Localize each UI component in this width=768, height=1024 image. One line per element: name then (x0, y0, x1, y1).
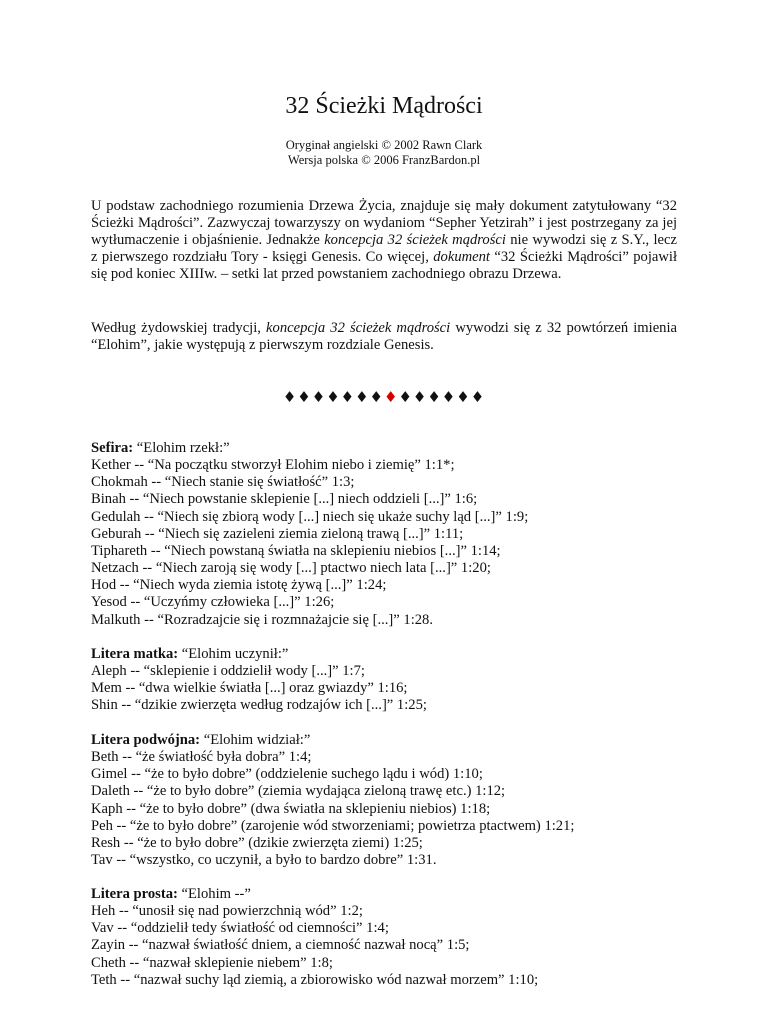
intro-p1-text-a: U podstaw zachodniego rozumienia Drzewa Życia, znajduje się mały dokument zatytułowany “32 Ścieżki Mądrości”. Zazwyczaj towarzyszy on wydaniom “Sepher Yetzirah” i jest postrzegany za jej wytłumaczenie i objaśnienie. Jednakże (91, 198, 677, 248)
intro-paragraph-2 (91, 320, 677, 354)
intro-p1-emphasis-1: koncepcja 32 ścieżek mądrości (324, 232, 506, 248)
diamond-icon-row-left: ♦♦♦♦♦♦♦ (282, 388, 384, 406)
section-quote: “Elohim rzekł:” (133, 440, 230, 456)
section-heading (91, 886, 691, 903)
list-item: Cheth -- “nazwał sklepienie niebem” 1:8; (91, 954, 333, 971)
list-item: Binah -- “Niech powstanie sklepienie [...] niech oddzieli [...]” 1:6; (91, 491, 478, 508)
page-title: 32 Ścieżki Mądrości (285, 93, 483, 119)
section-heading (91, 646, 691, 663)
list-item: Malkuth -- “Rozradzajcie się i rozmnażajcie się [...]” 1:28. (91, 611, 433, 628)
intro-p1-text-b: nie wywodzi się z S.Y., lecz z pierwszego rozdziału Tory - księgi Genesis. Co więcej, (91, 232, 677, 265)
section-litera-podwojna (91, 732, 691, 869)
list-item: Mem -- “dwa wielkie światła [...] oraz gwiazdy” 1:16; (91, 680, 408, 697)
diamond-divider (0, 388, 768, 406)
list-item: Beth -- “że światłość była dobra” 1:4; (91, 749, 312, 766)
intro-p2-emphasis: koncepcja 32 ścieżek mądrości (266, 320, 451, 336)
list-item: Resh -- “że to było dobre” (dzikie zwierzęta ziemi) 1:25; (91, 834, 423, 851)
list-item: Tav -- “wszystko, co uczynił, a było to bardzo dobre” 1:31. (91, 852, 437, 869)
list-item: Netzach -- “Niech zaroją się wody [...] ptactwo niech lata [...]” 1:20; (91, 560, 491, 577)
list-item: Gimel -- “że to było dobre” (oddzielenie suchego lądu i wód) 1:10; (91, 766, 483, 783)
intro-p2-text-a: Według żydowskiej tradycji, (91, 320, 267, 336)
list-item: Teth -- “nazwał suchy ląd ziemią, a zbiorowisko wód nazwał morzem” 1:10; (91, 971, 539, 988)
section-quote: “Elohim widział:” (200, 732, 311, 748)
list-item: Chokmah -- “Niech stanie się światłość” 1:3; (91, 474, 355, 491)
list-item: Tiphareth -- “Niech powstaną światła na sklepieniu niebios [...]” 1:14; (91, 542, 501, 559)
subtitle-original: Oryginał angielski © 2002 Rawn Clark (285, 138, 483, 152)
section-heading (91, 440, 691, 457)
section-quote: “Elohim uczynił:” (178, 646, 289, 662)
list-item: Yesod -- “Uczyńmy człowieka [...]” 1:26; (91, 594, 335, 611)
list-item: Hod -- “Niech wyda ziemia istotę żywą [...]” 1:24; (91, 577, 387, 594)
list-item: Shin -- “dzikie zwierzęta według rodzajów ich [...]” 1:25; (91, 697, 427, 714)
intro-paragraph-1 (91, 198, 677, 283)
section-label: Litera podwójna: (91, 732, 201, 748)
section-label: Litera matka: (91, 646, 179, 662)
section-label: Sefira: (91, 440, 134, 456)
list-item: Geburah -- “Niech się zazieleni ziemia zieloną trawą [...]” 1:11; (91, 525, 464, 542)
section-sefira (91, 440, 691, 629)
list-item: Kether -- “Na początku stworzył Elohim niebo i ziemię” 1:1*; (91, 457, 455, 474)
list-item: Gedulah -- “Niech się zbiorą wody [...] niech się ukaże suchy ląd [...]” 1:9; (91, 508, 529, 525)
red-diamond-icon: ♦ (384, 388, 399, 406)
list-item: Daleth -- “że to było dobre” (ziemia wydająca zieloną trawę etc.) 1:12; (91, 783, 506, 800)
intro-p1-text-c: “32 Ścieżki Mądrości” pojawił się pod koniec XIIIw. – setki lat przed powstaniem zachodniego obrazu Drzewa. (91, 249, 677, 282)
section-label: Litera prosta: (91, 886, 178, 902)
list-item: Aleph -- “sklepienie i oddzielił wody [...]” 1:7; (91, 663, 365, 680)
intro-p1-emphasis-2: dokument (433, 249, 490, 265)
section-quote: “Elohim --” (177, 886, 251, 902)
section-litera-matka (91, 646, 691, 715)
list-item: Heh -- “unosił się nad powierzchnią wód” 1:2; (91, 903, 363, 920)
subtitle-translation: Wersja polska © 2006 FranzBardon.pl (287, 153, 481, 167)
intro-p2-text-b: wywodzi się z 32 powtórzeń imienia “Elohim”, jakie występują z pierwszym rozdziale Genesis. (91, 320, 677, 353)
diamond-icon-row-right: ♦♦♦♦♦♦ (398, 388, 486, 406)
list-item: Zayin -- “nazwał światłość dniem, a ciemność nazwał nocą” 1:5; (91, 937, 470, 954)
list-item: Peh -- “że to było dobre” (zarojenie wód stworzeniami; powietrza ptactwem) 1:21; (91, 817, 575, 834)
section-heading (91, 732, 691, 749)
list-item: Vav -- “oddzielił tedy światłość od ciemności” 1:4; (91, 920, 389, 937)
section-litera-prosta (91, 886, 691, 989)
list-item: Kaph -- “że to było dobre” (dwa światła na sklepieniu niebios) 1:18; (91, 800, 491, 817)
